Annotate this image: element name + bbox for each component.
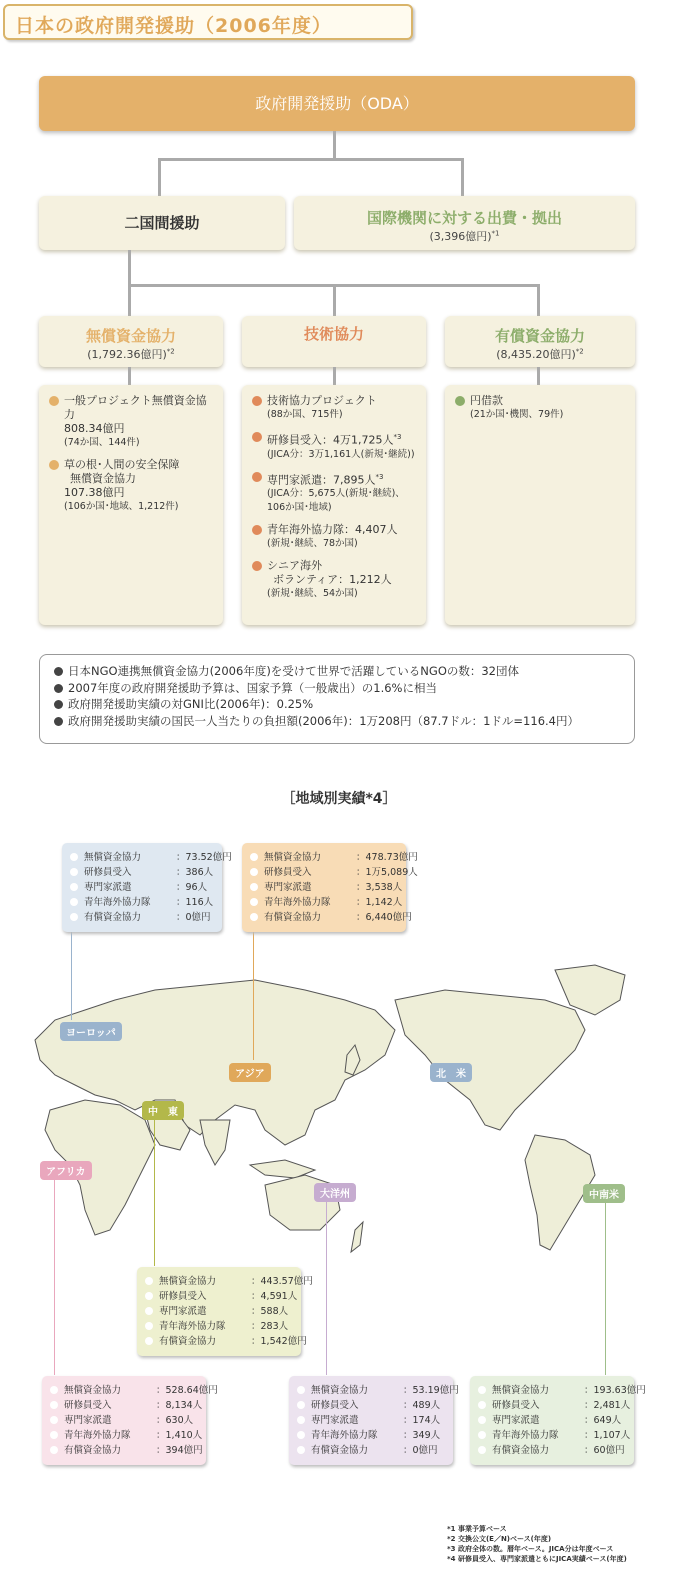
region-row: 研修員受入 ：8,134人 <box>50 1398 198 1413</box>
grant-header <box>39 316 223 367</box>
bullet-icon <box>252 396 262 406</box>
tag-latam: 中南米 <box>583 1184 625 1203</box>
mideast-line <box>154 1118 155 1266</box>
region-row: 専門家派遣 ：3,538人 <box>250 880 398 895</box>
region-box-oceania <box>289 1376 459 1465</box>
region-row: 有償資金協力 ：1,542億円 <box>145 1334 293 1349</box>
region-box-mideast <box>137 1267 313 1356</box>
multilateral-amount: (3,396億円) <box>429 230 492 243</box>
africa-line <box>54 1177 55 1375</box>
oda-box: 政府開発援助（ODA） <box>39 76 635 131</box>
loan-amount: (8,435.20億円) <box>496 348 576 361</box>
list-item: 研修員受入：4万1,725人$^{*3}$ (JICA分：3万1,161人(新規･継続)) <box>252 430 416 462</box>
tag-europe: ヨーロッパ <box>60 1022 122 1041</box>
multilateral-label: 国際機関に対する出費・拠出 <box>366 209 562 227</box>
region-row: 無償資金協力 ：478.73億円 <box>250 850 398 865</box>
tag-mideast: 中 東 <box>142 1101 184 1120</box>
region-row: 有償資金協力 ：60億円 <box>478 1443 626 1458</box>
region-box-latam <box>470 1376 646 1465</box>
region-row: 無償資金協力 ：443.57億円 <box>145 1274 293 1289</box>
loan-details <box>445 385 635 625</box>
region-row: 有償資金協力 ：0億円 <box>297 1443 445 1458</box>
region-row: 専門家派遣 ：630人 <box>50 1413 198 1428</box>
tag-africa: アフリカ <box>40 1161 92 1180</box>
list-item: 草の根･人間の安全保障 無償資金協力 107.38億円 (106か国･地域、1,212件) <box>49 458 213 514</box>
connector <box>333 367 336 385</box>
region-row: 青年海外協力隊 ：283人 <box>145 1319 293 1334</box>
world-map <box>15 960 665 1260</box>
bullet-icon <box>252 525 262 535</box>
connector <box>333 131 336 159</box>
region-row: 有償資金協力 ：394億円 <box>50 1443 198 1458</box>
bullet-icon <box>49 460 59 470</box>
connector <box>461 158 464 196</box>
tag-namerica: 北 米 <box>430 1063 472 1082</box>
region-box-europe <box>62 843 232 932</box>
connector <box>537 367 540 385</box>
multilateral-mark: *1 <box>491 229 500 238</box>
notes-box <box>39 654 635 744</box>
list-item: 青年海外協力隊：4,407人 (新規･継続、78か国) <box>252 523 416 551</box>
region-row: 無償資金協力 ：528.64億円 <box>50 1383 198 1398</box>
map-title: ［地域別実績*4］ <box>281 791 397 807</box>
footnotes <box>447 1524 627 1564</box>
title-bar <box>3 4 413 40</box>
footnote: *4 研修員受入、専門家派遣ともにJICA実績ベース(年度) <box>447 1555 627 1563</box>
page-title: 日本の政府開発援助（2006年度） <box>15 15 332 37</box>
region-row: 無償資金協力 ：193.63億円 <box>478 1383 626 1398</box>
loan-mark: *2 <box>575 347 584 356</box>
tag-oceania: 大洋州 <box>314 1183 356 1202</box>
north-america-landmass <box>395 990 585 1130</box>
region-row: 研修員受入 ：386人 <box>70 865 214 880</box>
grant-details <box>39 385 223 625</box>
connector <box>158 158 161 196</box>
region-row: 研修員受入 ：2,481人 <box>478 1398 626 1413</box>
region-row: 有償資金協力 ：0億円 <box>70 910 214 925</box>
tech-label: 技術協力 <box>303 325 364 343</box>
region-row: 研修員受入 ：489人 <box>297 1398 445 1413</box>
grant-mark: *2 <box>166 347 175 356</box>
region-row: 無償資金協力 ：53.19億円 <box>297 1383 445 1398</box>
connector <box>128 250 131 316</box>
connector <box>537 284 540 316</box>
region-row: 有償資金協力 ：6,440億円 <box>250 910 398 925</box>
loan-header <box>445 316 635 367</box>
list-item: 専門家派遣：7,895人$^{*3}$ (JICA分：5,675人(新規･継続)、 106か国･地域) <box>252 470 416 516</box>
footnote: *2 交換公文(E／N)ベース(年度) <box>447 1535 552 1543</box>
tech-header <box>242 316 426 367</box>
region-row: 研修員受入 ：1万5,089人 <box>250 865 398 880</box>
region-row: 青年海外協力隊 ：349人 <box>297 1428 445 1443</box>
region-box-africa <box>42 1376 218 1465</box>
region-row: 青年海外協力隊 ：1,107人 <box>478 1428 626 1443</box>
asia-line <box>253 928 254 1060</box>
footnote: *1 事業予算ベース <box>447 1525 507 1533</box>
loan-label: 有償資金協力 <box>494 327 585 345</box>
india-landmass <box>200 1120 230 1165</box>
europe-line <box>71 928 72 1020</box>
region-row: 青年海外協力隊 ：116人 <box>70 895 214 910</box>
list-item: 一般プロジェクト無償資金協力 808.34億円 (74か国、144件) <box>49 394 213 450</box>
list-item: シニア海外 ボランティア：1,212人 (新規･継続、54か国) <box>252 559 416 601</box>
region-row: 青年海外協力隊 ：1,410人 <box>50 1428 198 1443</box>
bullet-icon <box>252 561 262 571</box>
tag-asia: アジア <box>229 1063 271 1082</box>
note-item: 政府開発援助実績の対GNI比(2006年)：0.25% <box>52 696 622 713</box>
list-item: 技術協力プロジェクト (88か国、715件) <box>252 394 416 422</box>
region-row: 専門家派遣 ：96人 <box>70 880 214 895</box>
region-row: 専門家派遣 ：649人 <box>478 1413 626 1428</box>
bullet-icon <box>252 472 262 482</box>
latam-line <box>605 1200 606 1375</box>
tech-details <box>242 385 426 625</box>
note-item: 2007年度の政府開発援助予算は、国家予算（一般歳出）の1.6%に相当 <box>52 680 622 697</box>
bilateral-box <box>39 196 285 250</box>
note-item: 政府開発援助実績の国民一人当たりの負担額(2006年)：1万208円（87.7ドル：1ドル=116.4円） <box>52 713 622 730</box>
region-box-asia <box>242 843 418 932</box>
bullet-icon <box>252 432 262 442</box>
connector <box>333 284 336 316</box>
grant-label: 無償資金協力 <box>85 327 176 345</box>
grant-amount: (1,792.36億円) <box>87 348 167 361</box>
region-row: 研修員受入 ：4,591人 <box>145 1289 293 1304</box>
region-row: 青年海外協力隊 ：1,142人 <box>250 895 398 910</box>
bullet-icon <box>455 396 465 406</box>
note-item: 日本NGO連携無償資金協力(2006年度)を受けて世界で活躍しているNGOの数：32団体 <box>52 663 622 680</box>
region-row: 無償資金協力 ：73.52億円 <box>70 850 214 865</box>
multilateral-box <box>294 196 635 250</box>
oceania-line <box>326 1198 327 1375</box>
connector <box>158 158 464 161</box>
list-item: 円借款 (21か国･機関、79件) <box>455 394 625 422</box>
footnote: *3 政府全体の数。暦年ベース。JICA分は年度ベース <box>447 1545 614 1553</box>
region-row: 専門家派遣 ：588人 <box>145 1304 293 1319</box>
connector <box>128 367 131 385</box>
bullet-icon <box>49 396 59 406</box>
nz-landmass <box>351 1222 363 1252</box>
bilateral-label: 二国間援助 <box>124 214 200 232</box>
region-row: 専門家派遣 ：174人 <box>297 1413 445 1428</box>
